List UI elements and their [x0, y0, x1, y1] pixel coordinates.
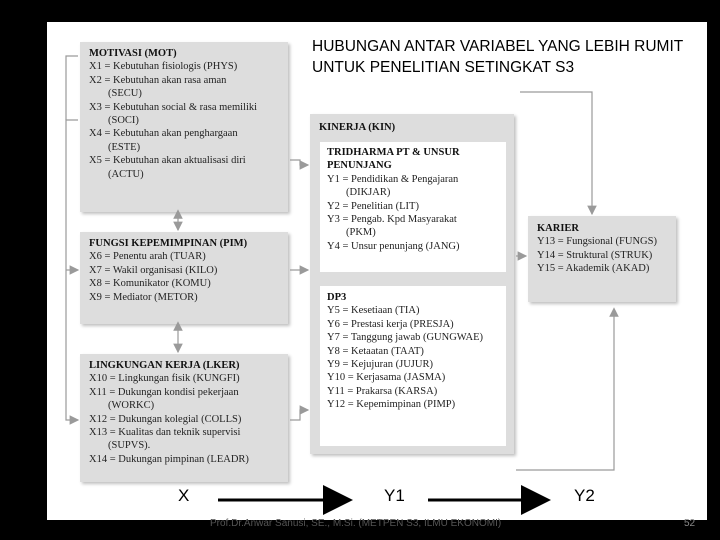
list-item: X13 = Kualitas dan teknik supervisi [89, 427, 241, 439]
list-item: X3 = Kebutuhan social & rasa memiliki [89, 101, 258, 113]
list-item: Y13 = Fungsional (FUNGS) [537, 236, 657, 248]
stage-y1-label: Y1 [384, 486, 405, 505]
bottom-feedback-line [516, 312, 614, 470]
list-item: Y6 = Prestasi kerja (PRESJA) [327, 318, 454, 330]
dp3-header: DP3 [327, 292, 347, 303]
kepemimpinan-header: FUNGSI KEPEMIMPINAN (PIM) [89, 238, 248, 249]
list-item: X1 = Kebutuhan fisiologis (PHYS) [89, 61, 238, 73]
motivasi-to-kinerja-arrow [290, 160, 308, 165]
list-item: Y1 = Pendidikan & Pengajaran [327, 173, 459, 185]
list-item: (PKM) [346, 227, 376, 239]
top-to-karier-arrow [520, 92, 592, 214]
list-item: X2 = Kebutuhan akan rasa aman [89, 74, 227, 86]
list-item: (WORKC) [108, 400, 155, 412]
list-item: (DIKJAR) [346, 187, 391, 199]
list-item: X12 = Dukungan kolegial (COLLS) [89, 413, 242, 425]
stage-y2-label: Y2 [574, 486, 595, 505]
motivasi-header: MOTIVASI (MOT) [89, 48, 177, 59]
list-item: X11 = Dukungan kondisi pekerjaan [89, 386, 239, 398]
list-item: Y5 = Kesetiaan (TIA) [327, 305, 420, 317]
tridharma-header-line-1: TRIDHARMA PT & UNSUR [327, 147, 460, 158]
karier-header: KARIER [537, 223, 580, 234]
top-feedback-line [66, 56, 78, 120]
lingkungan-header: LINGKUNGAN KERJA (LKER) [89, 360, 240, 371]
list-item: X8 = Komunikator (KOMU) [89, 278, 211, 290]
footer-credit: Prof.Dr.Anwar Sanusi, SE., M.Si. (METPEN S3, ILMU EKONOMI) [210, 518, 502, 529]
kinerja-header: KINERJA (KIN) [319, 122, 396, 133]
list-item: Y3 = Pengab. Kpd Masyarakat [327, 214, 457, 226]
list-item: Y14 = Struktural (STRUK) [537, 249, 653, 261]
list-item: Y11 = Prakarsa (KARSA) [327, 385, 438, 397]
page-number: 52 [684, 518, 696, 529]
list-item: (SOCI) [108, 115, 139, 127]
list-item: X7 = Wakil organisasi (KILO) [89, 264, 218, 276]
list-item: Y15 = Akademik (AKAD) [537, 263, 650, 275]
list-item: (ESTE) [108, 141, 141, 153]
tridharma-header-line-2: PENUNJANG [327, 160, 392, 172]
list-item: X14 = Dukungan pimpinan (LEADR) [89, 453, 249, 465]
list-item: Y2 = Penelitian (LIT) [327, 200, 419, 212]
list-item: X4 = Kebutuhan akan penghargaan [89, 128, 238, 140]
list-item: Y9 = Kejujuran (JUJUR) [327, 359, 433, 371]
lingkungan-to-kinerja-arrow [290, 410, 308, 420]
list-item: X5 = Kebutuhan akan aktualisasi diri [89, 155, 246, 167]
list-item: X6 = Penentu arah (TUAR) [89, 251, 206, 263]
list-item: (ACTU) [108, 168, 144, 180]
list-item: Y4 = Unsur penunjang (JANG) [327, 240, 460, 252]
list-item: (SECU) [108, 88, 142, 100]
list-item: X9 = Mediator (METOR) [89, 291, 198, 303]
list-item: X10 = Lingkungan fisik (KUNGFI) [89, 373, 240, 385]
list-item: Y8 = Ketaatan (TAAT) [327, 345, 424, 357]
list-item: Y10 = Kerjasama (JASMA) [327, 372, 446, 384]
list-item: Y12 = Kepemimpinan (PIMP) [327, 399, 456, 411]
list-item: Y7 = Tanggung jawab (GUNGWAE) [327, 332, 484, 344]
slide-title: HUBUNGAN ANTAR VARIABEL YANG LEBIH RUMIT UNTUK PENELITIAN SETINGKAT S3 [312, 38, 683, 76]
stage-x-label: X [178, 486, 190, 505]
list-item: (SUPVS). [108, 440, 151, 452]
